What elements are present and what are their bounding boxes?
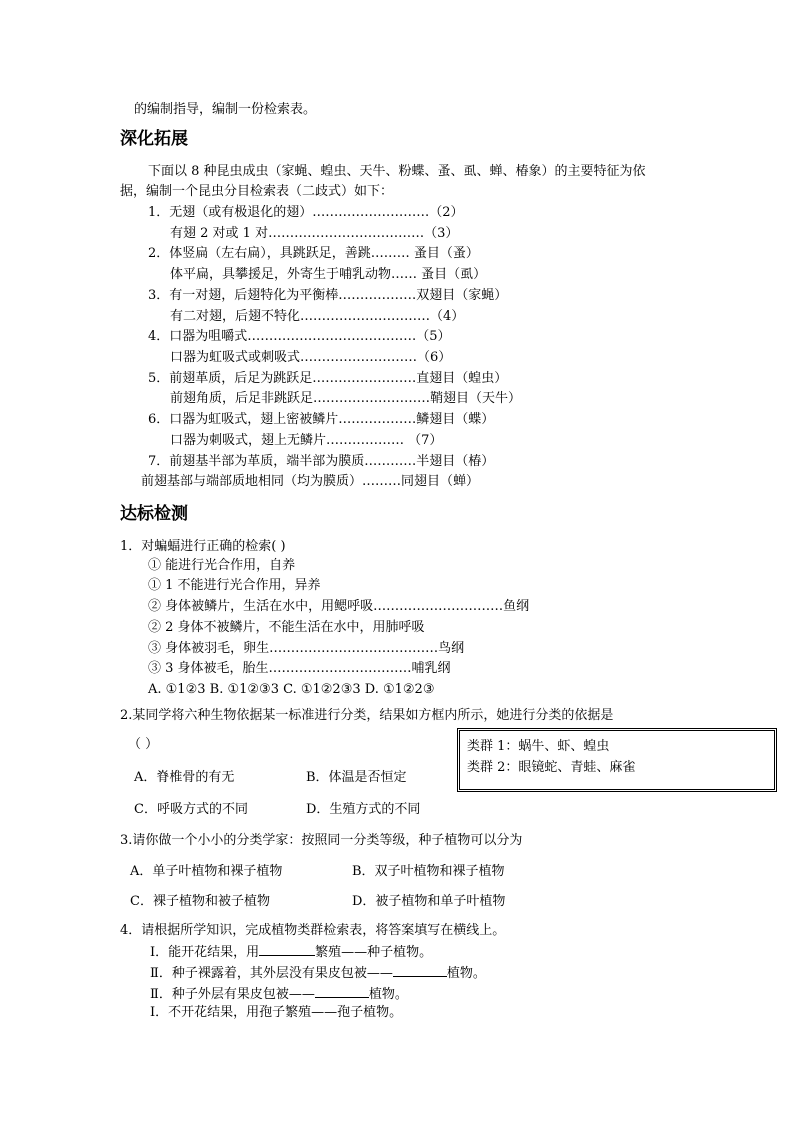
q3-option-c: C．裸子植物和被子植物 [130, 894, 270, 909]
continuation-line: 的编制指导，编制一份检索表。 [134, 102, 317, 117]
q2-answer-paren: （ ） [128, 737, 159, 752]
q1-line: ③ 身体被羽毛，卵生…………………………………鸟纲 [148, 641, 465, 656]
q4-line-2 [150, 963, 486, 983]
key-line: 体平扁，具攀援足，外寄生于哺乳动物…… 蚤目（虱） [170, 267, 487, 282]
answer-blank-3[interactable] [315, 984, 369, 998]
key-line: 有二对翅，后翅不特化…………………………（4） [170, 309, 465, 324]
q4-line-1 [150, 942, 432, 962]
q1-line: ② 身体被鳞片，生活在水中，用鳃呼吸…………………………鱼纲 [148, 599, 530, 614]
q4-line-2-text-b: 植物。 [446, 966, 486, 981]
answer-blank-1[interactable] [259, 942, 315, 956]
q4-line-2-text-a: Ⅱ．种子裸露着，其外层没有果皮包被—— [150, 966, 393, 981]
q2-option-c: C．呼吸方式的不同 [134, 802, 248, 817]
q3-option-d: D．被子植物和单子叶植物 [352, 894, 506, 909]
box-group-2: 类群 2：眼镜蛇、青蛙、麻雀 [467, 760, 636, 775]
q4-stem: 4．请根据所学知识，完成植物类群检索表，将答案填写在横线上。 [120, 923, 506, 938]
key-line: 5．前翅革质，后足为跳跃足……………………直翅目（蝗虫） [148, 371, 508, 386]
q1-line: ① 1 不能进行光合作用，异养 [148, 578, 321, 593]
q1-line: ① 能进行光合作用，自养 [148, 558, 296, 573]
q4-line-3 [150, 984, 408, 1004]
q3-option-b: B．双子叶植物和裸子植物 [352, 864, 505, 879]
q4-line-1-text-a: Ⅰ．能开花结果，用 [150, 945, 260, 960]
q1-line: ③ 3 身体被毛，胎生……………………………哺乳纲 [148, 661, 451, 676]
q3-option-a: A．单子叶植物和裸子植物 [130, 864, 283, 879]
box-group-1: 类群 1：蜗牛、虾、蝗虫 [467, 739, 610, 754]
q4-line-3-text-b: 植物。 [368, 987, 408, 1002]
key-line: 1．无翅（或有极退化的翅）………………………（2） [148, 205, 464, 220]
q2-option-d: D．生殖方式的不同 [306, 802, 421, 817]
intro-line-1: 下面以 8 种昆虫成虫（家蝇、蝗虫、天牛、粉蝶、蚤、虱、蝉、椿象）的主要特征为依 [148, 164, 646, 179]
q4-line-1-text-b: 繁殖——种子植物。 [315, 945, 433, 960]
key-line: 4．口器为咀嚼式…………………………………（5） [148, 329, 451, 344]
q2-option-b: B．体温是否恒定 [306, 770, 407, 785]
key-line: 2．体竖扁（左右扁），具跳跃足，善跳……… 蚤目（蚤） [148, 246, 479, 261]
q1-stem: 1．对蝙蝠进行正确的检索( ) [120, 539, 286, 554]
section-heading-test: 达标检测 [120, 504, 188, 524]
intro-line-2: 据，编制一个昆虫分目检索表（二歧式）如下： [120, 184, 394, 199]
key-line: 口器为刺吸式，翅上无鳞片……………… （7） [170, 433, 443, 448]
key-line: 6．口器为虹吸式，翅上密被鳞片………………鳞翅目（蝶） [148, 412, 495, 427]
q4-line-4: Ⅰ．不开花结果，用孢子繁殖——孢子植物。 [150, 1005, 403, 1020]
key-line: 前翅角质，后足非跳跃足………………………鞘翅目（天牛） [170, 391, 522, 406]
answer-blank-2[interactable] [393, 963, 447, 977]
q2-option-a: A．脊椎骨的有无 [134, 770, 235, 785]
q1-line: ② 2 身体不被鳞片，不能生活在水中，用肺呼吸 [148, 620, 425, 635]
key-line: 7．前翅基半部为革质，端半部为膜质…………半翅目（椿） [148, 454, 495, 469]
key-line: 前翅基部与端部质地相同（均为膜质）………同翅目（蝉） [141, 474, 480, 489]
key-line: 口器为虹吸式或刺吸式………………………（6） [170, 350, 452, 365]
key-line: 有翅 2 对或 1 对………………………………（3） [170, 226, 459, 241]
q2-stem: 2.某同学将六种生物依据某一标准进行分类，结果如方框内所示，她进行分类的依据是 [120, 708, 614, 723]
key-line: 3．有一对翅，后翅特化为平衡棒………………双翅目（家蝇） [148, 288, 508, 303]
section-heading-extension: 深化拓展 [120, 129, 188, 149]
q3-stem: 3.请你做一个小小的分类学家：按照同一分类等级，种子植物可以分为 [120, 833, 523, 848]
q1-options: A. ①1②3 B. ①1②③3 C. ①1②2③3 D. ①1②2③ [148, 682, 435, 697]
q4-line-3-text-a: Ⅱ．种子外层有果皮包被—— [150, 987, 315, 1002]
